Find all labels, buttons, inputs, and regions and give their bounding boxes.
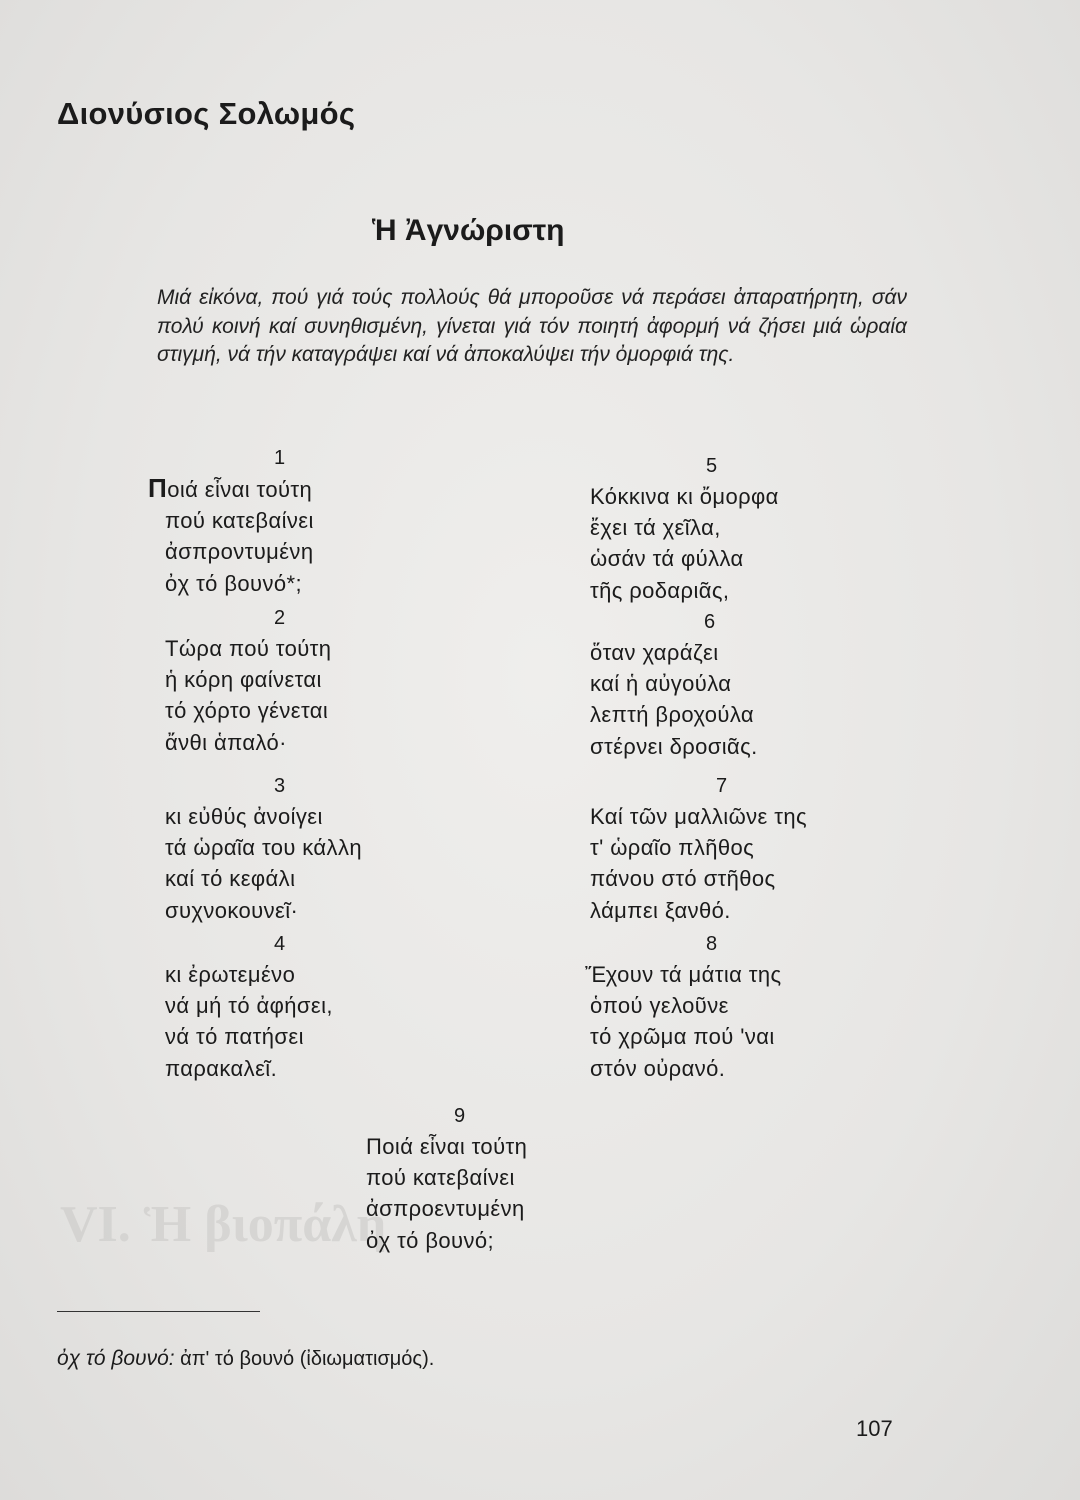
footnote-divider bbox=[57, 1311, 260, 1312]
poem-line: ὀχ τό βουνό; bbox=[366, 1227, 495, 1253]
poem-line: λεπτή βροχούλα bbox=[590, 702, 755, 728]
poem-line: παρακαλεῖ. bbox=[165, 1055, 278, 1081]
poem-line: νά μή τό ἀφήσει, bbox=[165, 993, 333, 1019]
poem-line: τῆς ροδαριᾶς, bbox=[590, 577, 730, 603]
poem-line: συχνοκουνεῖ· bbox=[165, 897, 299, 923]
poem-line: ἔχει τά χεῖλα, bbox=[590, 515, 721, 541]
poem-line: κι ἐρωτεμένο bbox=[165, 962, 296, 987]
stanza-number: 3 bbox=[274, 775, 286, 797]
stanza-9 bbox=[366, 1101, 527, 1256]
intro-paragraph: Μιά εἰκόνα, πού γιά τούς πολλούς θά μποροῦσε νά περάσει ἀπαρατήρητη, σάν πολύ κοινή καί συνηθισμένη, γίνεται γιά τόν ποιητή ἀφορμή νά ζήσει μιά ὡραία στιγμή, νά τήν καταγράψει καί νά ἀποκαλύψει τήν ὀμορφιά της. bbox=[157, 286, 907, 366]
stanza-number: 8 bbox=[706, 933, 718, 955]
poem-line: Καί τῶν μαλλιῶνε της bbox=[590, 804, 808, 829]
poem-line: Ἔχουν τά μάτια της bbox=[585, 962, 782, 987]
stanza-4 bbox=[165, 929, 333, 1084]
stanza-8 bbox=[585, 929, 782, 1084]
poem-line: νά τό πατήσει bbox=[165, 1024, 304, 1050]
poem-line: τ' ὡραῖο πλῆθος bbox=[590, 835, 755, 861]
poem-line: στόν οὐρανό. bbox=[590, 1055, 726, 1081]
stanza-number: 7 bbox=[716, 775, 728, 797]
poem-line: καί ἡ αὐγούλα bbox=[590, 671, 732, 697]
poem-line: ἀσπροεντυμένη bbox=[366, 1196, 525, 1222]
poem-line: ὡσάν τά φύλλα bbox=[590, 546, 744, 572]
poem-line: στέρνει δροσιᾶς. bbox=[590, 733, 758, 759]
poem-line: πού κατεβαίνει bbox=[165, 508, 314, 534]
poem-line: τά ὡραῖα του κάλλη bbox=[165, 835, 362, 861]
poem-line: Τώρα πού τούτη bbox=[165, 636, 332, 661]
poem-line: Ποιά εἶναι τούτη bbox=[366, 1134, 528, 1159]
poem-line: ἡ κόρη φαίνεται bbox=[165, 667, 322, 693]
poem-line: ἄνθι ἁπαλό· bbox=[165, 729, 287, 755]
poem-line: πού κατεβαίνει bbox=[366, 1165, 515, 1191]
stanza-1 bbox=[148, 443, 314, 599]
author-name: Διονύσιος Σολωμός bbox=[57, 96, 356, 131]
stanza-number: 5 bbox=[706, 455, 718, 477]
poem-line: ὅταν χαράζει bbox=[590, 640, 719, 665]
poem-line: τό χρῶμα πού 'ναι bbox=[590, 1024, 775, 1050]
footnote-text: ἀπ' τό βουνό (ἰδιωματισμός). bbox=[180, 1348, 435, 1370]
poem-line: τό χόρτο γένεται bbox=[165, 698, 329, 724]
stanza-5 bbox=[590, 451, 779, 606]
stanza-3 bbox=[165, 771, 362, 926]
bleed-through-heading: VI. Ἡ βιοπάλη bbox=[60, 1196, 387, 1253]
stanza-7 bbox=[590, 771, 807, 926]
poem-title: Ἡ Ἀγνώριστη bbox=[372, 214, 565, 247]
stanza-number: 1 bbox=[274, 447, 286, 469]
poem-line: ἀσπροντυμένη bbox=[165, 539, 314, 565]
poem-line: καί τό κεφάλι bbox=[165, 866, 296, 892]
poem-line: Κόκκινα κι ὄμορφα bbox=[590, 484, 779, 509]
footnote bbox=[57, 1347, 434, 1371]
stanza-number: 4 bbox=[274, 933, 286, 955]
stanza-number: 6 bbox=[704, 611, 716, 633]
poem-line: ὁπού γελοῦνε bbox=[590, 993, 729, 1019]
stanza-2 bbox=[165, 603, 331, 758]
poem-line: πάνου στό στῆθος bbox=[590, 866, 776, 892]
poem-line: ὀχ τό βουνό*; bbox=[165, 570, 302, 596]
drop-cap: Π bbox=[148, 473, 168, 503]
page-number: 107 bbox=[856, 1416, 893, 1441]
stanza-number: 2 bbox=[274, 607, 286, 629]
stanza-6 bbox=[590, 607, 758, 762]
poem-line: κι εὐθύς ἀνοίγει bbox=[165, 804, 323, 829]
footnote-term: ὀχ τό βουνό: bbox=[57, 1347, 175, 1370]
stanza-number: 9 bbox=[454, 1105, 466, 1127]
poem-line: λάμπει ξανθό. bbox=[590, 897, 731, 923]
poem-line: Ποιά εἶναι τούτη bbox=[148, 473, 313, 503]
